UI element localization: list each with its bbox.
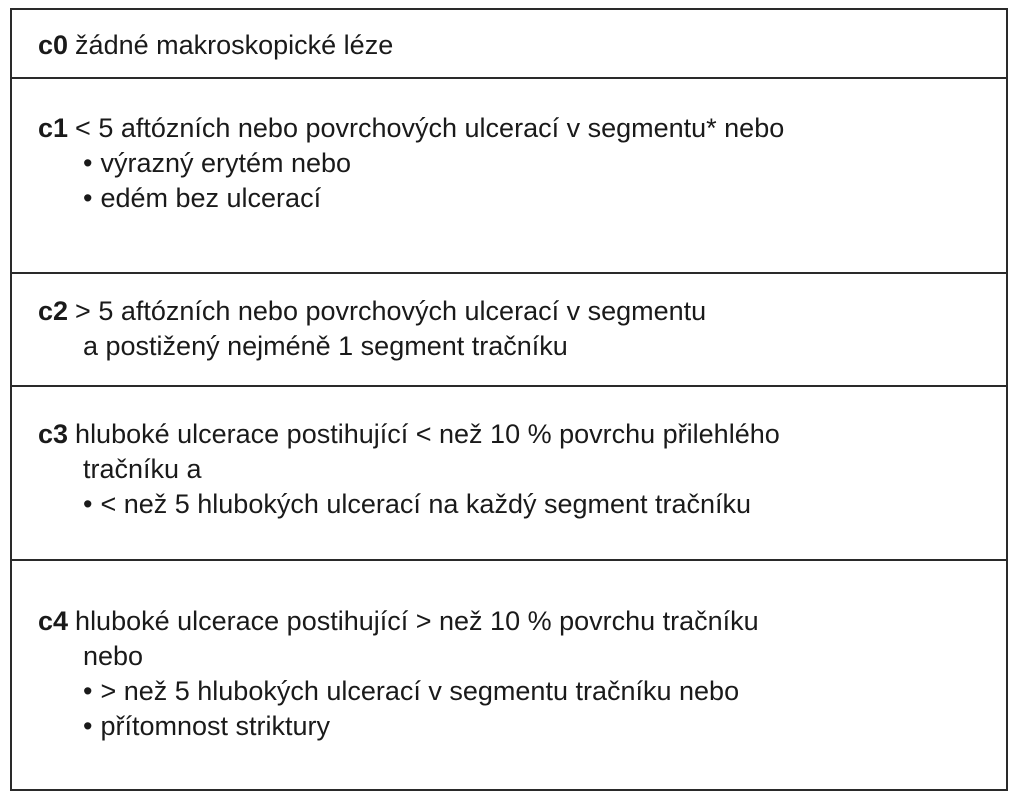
row-text: žádné makroskopické léze (75, 30, 394, 60)
table-row-c1 (12, 77, 1006, 272)
row-text: < 5 aftózních nebo povrchových ulcerací v segmentu* nebo (75, 113, 785, 143)
bullet-item (38, 181, 986, 216)
row-text: hluboké ulcerace postihující < než 10 % povrchu přilehlého (75, 419, 780, 449)
bullet-item (38, 487, 986, 522)
row-content (38, 111, 986, 216)
bullet-icon: • (83, 183, 93, 213)
row-content (38, 28, 986, 63)
bullet-item (38, 709, 986, 744)
bullet-text: < než 5 hlubokých ulcerací na každý segment tračníku (100, 489, 752, 519)
bullet-text: přítomnost striktury (100, 711, 331, 741)
table-row-c3 (12, 385, 1006, 559)
table-row-c2 (12, 272, 1006, 385)
row-first-line (38, 417, 986, 452)
row-content (38, 294, 986, 364)
row-text: hluboké ulcerace postihující > než 10 % povrchu tračníku (75, 606, 759, 636)
bullet-item (38, 674, 986, 709)
row-first-line (38, 604, 986, 639)
bullet-text: edém bez ulcerací (100, 183, 322, 213)
table-row-c0 (12, 8, 1006, 77)
bullet-icon: • (83, 489, 93, 519)
table-row-c4 (12, 559, 1006, 791)
row-continuation: a postižený nejméně 1 segment tračníku (83, 331, 568, 361)
bullet-icon: • (83, 148, 93, 178)
row-code: c4 (38, 606, 69, 636)
row-code: c2 (38, 296, 69, 326)
row-content (38, 604, 986, 744)
bullet-icon: • (83, 711, 93, 741)
row-code: c0 (38, 30, 69, 60)
classification-table (10, 8, 1008, 791)
row-text: > 5 aftózních nebo povrchových ulcerací v segmentu (75, 296, 707, 326)
row-first-line (38, 294, 986, 329)
row-first-line (38, 111, 986, 146)
row-first-line (38, 28, 986, 63)
bullet-item (38, 146, 986, 181)
row-continuation: nebo (83, 641, 144, 671)
bullet-text: výrazný erytém nebo (100, 148, 352, 178)
row-code: c3 (38, 419, 69, 449)
row-code: c1 (38, 113, 69, 143)
bullet-text: > než 5 hlubokých ulcerací v segmentu tračníku nebo (100, 676, 740, 706)
row-content (38, 417, 986, 522)
row-continuation: tračníku a (83, 454, 202, 484)
bullet-icon: • (83, 676, 93, 706)
